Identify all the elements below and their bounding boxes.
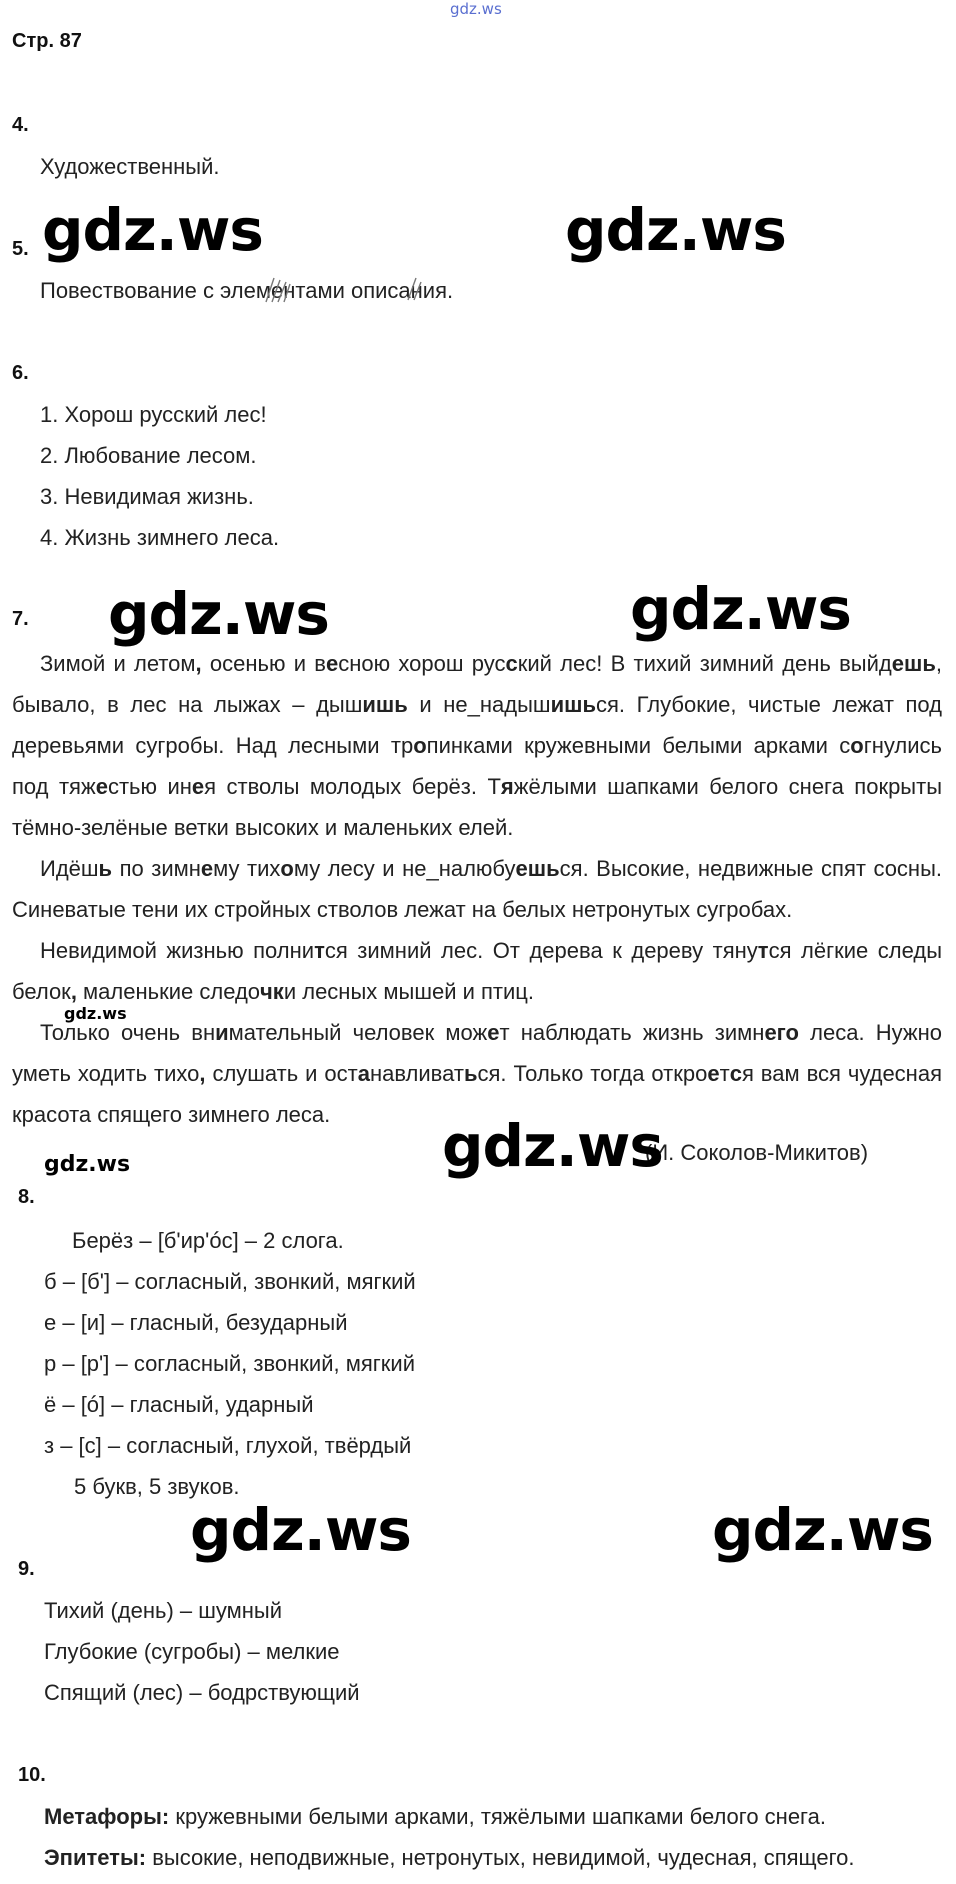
highlighted-letter: т bbox=[314, 938, 325, 963]
text-segment: слушать и ост bbox=[205, 1061, 358, 1086]
exercise-5-answer: Повествование с элементами описания. bbox=[40, 278, 454, 303]
highlighted-letter: , bbox=[70, 979, 77, 1004]
exercise-10-number: 10. bbox=[18, 1764, 46, 1786]
watermark: gdz.ws bbox=[190, 1496, 411, 1564]
exercise-6-number: 6. bbox=[12, 362, 29, 384]
highlighted-letter: ь bbox=[98, 856, 113, 881]
text-segment: т наблюдать жизнь зимн bbox=[499, 1020, 765, 1045]
highlighted-letter: е bbox=[95, 774, 108, 799]
exercise-8-number: 8. bbox=[18, 1186, 35, 1208]
exercise-5-number: 5. bbox=[12, 238, 29, 260]
exercise-7-author: (И. Соколов-Микитов) bbox=[645, 1140, 869, 1165]
text-segment: кий лес! В тихий зимний день выйд bbox=[517, 651, 892, 676]
watermark: gdz.ws bbox=[565, 196, 786, 264]
watermark: gdz.ws bbox=[442, 1112, 663, 1180]
highlighted-letter: е bbox=[487, 1020, 500, 1045]
exercise-6-item: 1. Хорош русский лес! bbox=[40, 402, 267, 427]
text-segment: Зимой и летом bbox=[40, 651, 196, 676]
exercise-8-footer: 5 букв, 5 звуков. bbox=[74, 1474, 240, 1499]
exercise-8-line: з – [с] – согласный, глухой, твёрдый bbox=[44, 1433, 412, 1458]
exercise-9-line: Спящий (лес) – бодрствующий bbox=[44, 1680, 360, 1705]
scribble-marks bbox=[258, 272, 458, 308]
exercise-8-line: е – [и] – гласный, безударный bbox=[44, 1310, 348, 1335]
text-segment: мательный человек мож bbox=[228, 1020, 488, 1045]
text-segment: и не_надыш bbox=[407, 692, 551, 717]
exercise-9-line: Глубокие (сугробы) – мелкие bbox=[44, 1639, 340, 1664]
watermark: gdz.ws bbox=[712, 1496, 933, 1564]
exercise-8-line: б – [б'] – согласный, звонкий, мягкий bbox=[44, 1269, 416, 1294]
exercise-7-paragraph-2 bbox=[12, 848, 942, 930]
highlighted-letter: е bbox=[200, 856, 214, 881]
highlighted-letter: я bbox=[500, 774, 514, 799]
highlighted-letter: с bbox=[505, 651, 518, 676]
exercise-8-line: ё – [ó] – гласный, ударный bbox=[44, 1392, 314, 1417]
exercise-7-number: 7. bbox=[12, 608, 29, 630]
text-segment: пинками кружевными белыми арками с bbox=[426, 733, 851, 758]
highlighted-letter: ь bbox=[463, 1061, 478, 1086]
exercise-8-line: р – [р'] – согласный, звонкий, мягкий bbox=[44, 1351, 415, 1376]
exercise-10-metaphors bbox=[44, 1804, 826, 1830]
exercise-4-answer: Художественный. bbox=[40, 154, 220, 179]
watermark: gdz.ws bbox=[630, 575, 851, 643]
text-segment: стью ин bbox=[107, 774, 192, 799]
watermark-tiny: gdz.ws bbox=[64, 1004, 127, 1023]
text-segment: , бывало, в лес на лыжах – дыш bbox=[12, 651, 942, 717]
watermark: gdz.ws bbox=[42, 196, 263, 264]
highlighted-letter: , bbox=[195, 651, 202, 676]
highlighted-letter: ишь bbox=[550, 692, 596, 717]
text-segment: ся. Только тогда откро bbox=[477, 1061, 708, 1086]
exercise-6-item: 2. Любование лесом. bbox=[40, 443, 257, 468]
highlighted-letter: е bbox=[707, 1061, 720, 1086]
highlighted-letter: о bbox=[413, 733, 427, 758]
text-segment: Идёш bbox=[40, 856, 99, 881]
metaphors-text: кружевными белыми арками, тяжёлыми шапками белого снега. bbox=[169, 1804, 826, 1829]
exercise-6-item: 4. Жизнь зимнего леса. bbox=[40, 525, 280, 550]
text-segment: маленькие следо bbox=[76, 979, 261, 1004]
text-segment: по зимн bbox=[112, 856, 201, 881]
exercise-10-epithets bbox=[44, 1845, 855, 1871]
highlighted-letter: его bbox=[764, 1020, 799, 1045]
text-segment: Только очень вн bbox=[40, 1020, 216, 1045]
exercise-9-number: 9. bbox=[18, 1558, 35, 1580]
highlighted-letter: ешь bbox=[891, 651, 936, 676]
epithets-text: высокие, неподвижные, нетронутых, невидимой, чудесная, спящего. bbox=[146, 1845, 855, 1870]
text-segment: леса. Нужно уметь ходить тихо bbox=[12, 1020, 943, 1086]
text-segment: жёлыми шапками белого снега покрыты тёмно-зелёные ветки высоких и маленьких елей. bbox=[12, 774, 943, 840]
watermark-small: gdz.ws bbox=[44, 1152, 131, 1177]
highlighted-letter: , bbox=[199, 1061, 206, 1086]
watermark-top: gdz.ws bbox=[450, 0, 502, 18]
exercise-8-header: Берёз – [б'ир'óс] – 2 слога. bbox=[72, 1228, 344, 1253]
text-segment: я стволы молодых берёз. Т bbox=[204, 774, 501, 799]
highlighted-letter: ешь bbox=[515, 856, 560, 881]
exercise-6-item: 3. Невидимая жизнь. bbox=[40, 484, 254, 509]
highlighted-letter: о bbox=[850, 733, 864, 758]
text-segment: навливат bbox=[369, 1061, 464, 1086]
exercise-9-line: Тихий (день) – шумный bbox=[44, 1598, 283, 1623]
text-segment: ся лёгкие следы белок bbox=[12, 938, 943, 1004]
text-segment: ся. Высокие, недвижные спят сосны. Синеватые тени их стройных стволов лежат на белых нетронутых сугробах. bbox=[12, 856, 943, 922]
highlighted-letter: т bbox=[757, 938, 769, 963]
page-label: Стр. 87 bbox=[12, 30, 82, 52]
highlighted-letter: е bbox=[191, 774, 205, 799]
text-segment: му лесу и не_налюбу bbox=[293, 856, 516, 881]
highlighted-letter: е bbox=[325, 651, 339, 676]
exercise-4-number: 4. bbox=[12, 114, 29, 136]
epithets-label: Эпитеты: bbox=[44, 1845, 147, 1870]
highlighted-letter: чк bbox=[260, 979, 284, 1004]
text-segment: му тих bbox=[213, 856, 281, 881]
text-segment: осенью и в bbox=[201, 651, 326, 676]
text-segment: я вам вся чудесная красота спящего зимнего леса. bbox=[12, 1061, 942, 1127]
exercise-7-paragraph-3 bbox=[12, 930, 942, 1012]
highlighted-letter: а bbox=[357, 1061, 370, 1086]
metaphors-label: Метафоры: bbox=[44, 1804, 170, 1829]
text-segment: и лесных мышей и птиц. bbox=[283, 979, 534, 1004]
text-segment: Невидимой жизнью полни bbox=[40, 938, 315, 963]
text-segment: ся зимний лес. От дерева к дереву тяну bbox=[324, 938, 758, 963]
exercise-7-paragraph-1 bbox=[12, 643, 942, 848]
watermark: gdz.ws bbox=[108, 580, 329, 648]
highlighted-letter: и bbox=[215, 1020, 229, 1045]
text-segment: т bbox=[719, 1061, 730, 1086]
text-segment: сною хорош рус bbox=[338, 651, 506, 676]
highlighted-letter: с bbox=[729, 1061, 742, 1086]
text-segment: ся. Глубокие, чистые лежат под деревьями сугробы. Над лесными тр bbox=[12, 692, 942, 758]
highlighted-letter: о bbox=[280, 856, 294, 881]
text-segment: гнулись под тяж bbox=[12, 733, 942, 799]
highlighted-letter: ишь bbox=[362, 692, 408, 717]
